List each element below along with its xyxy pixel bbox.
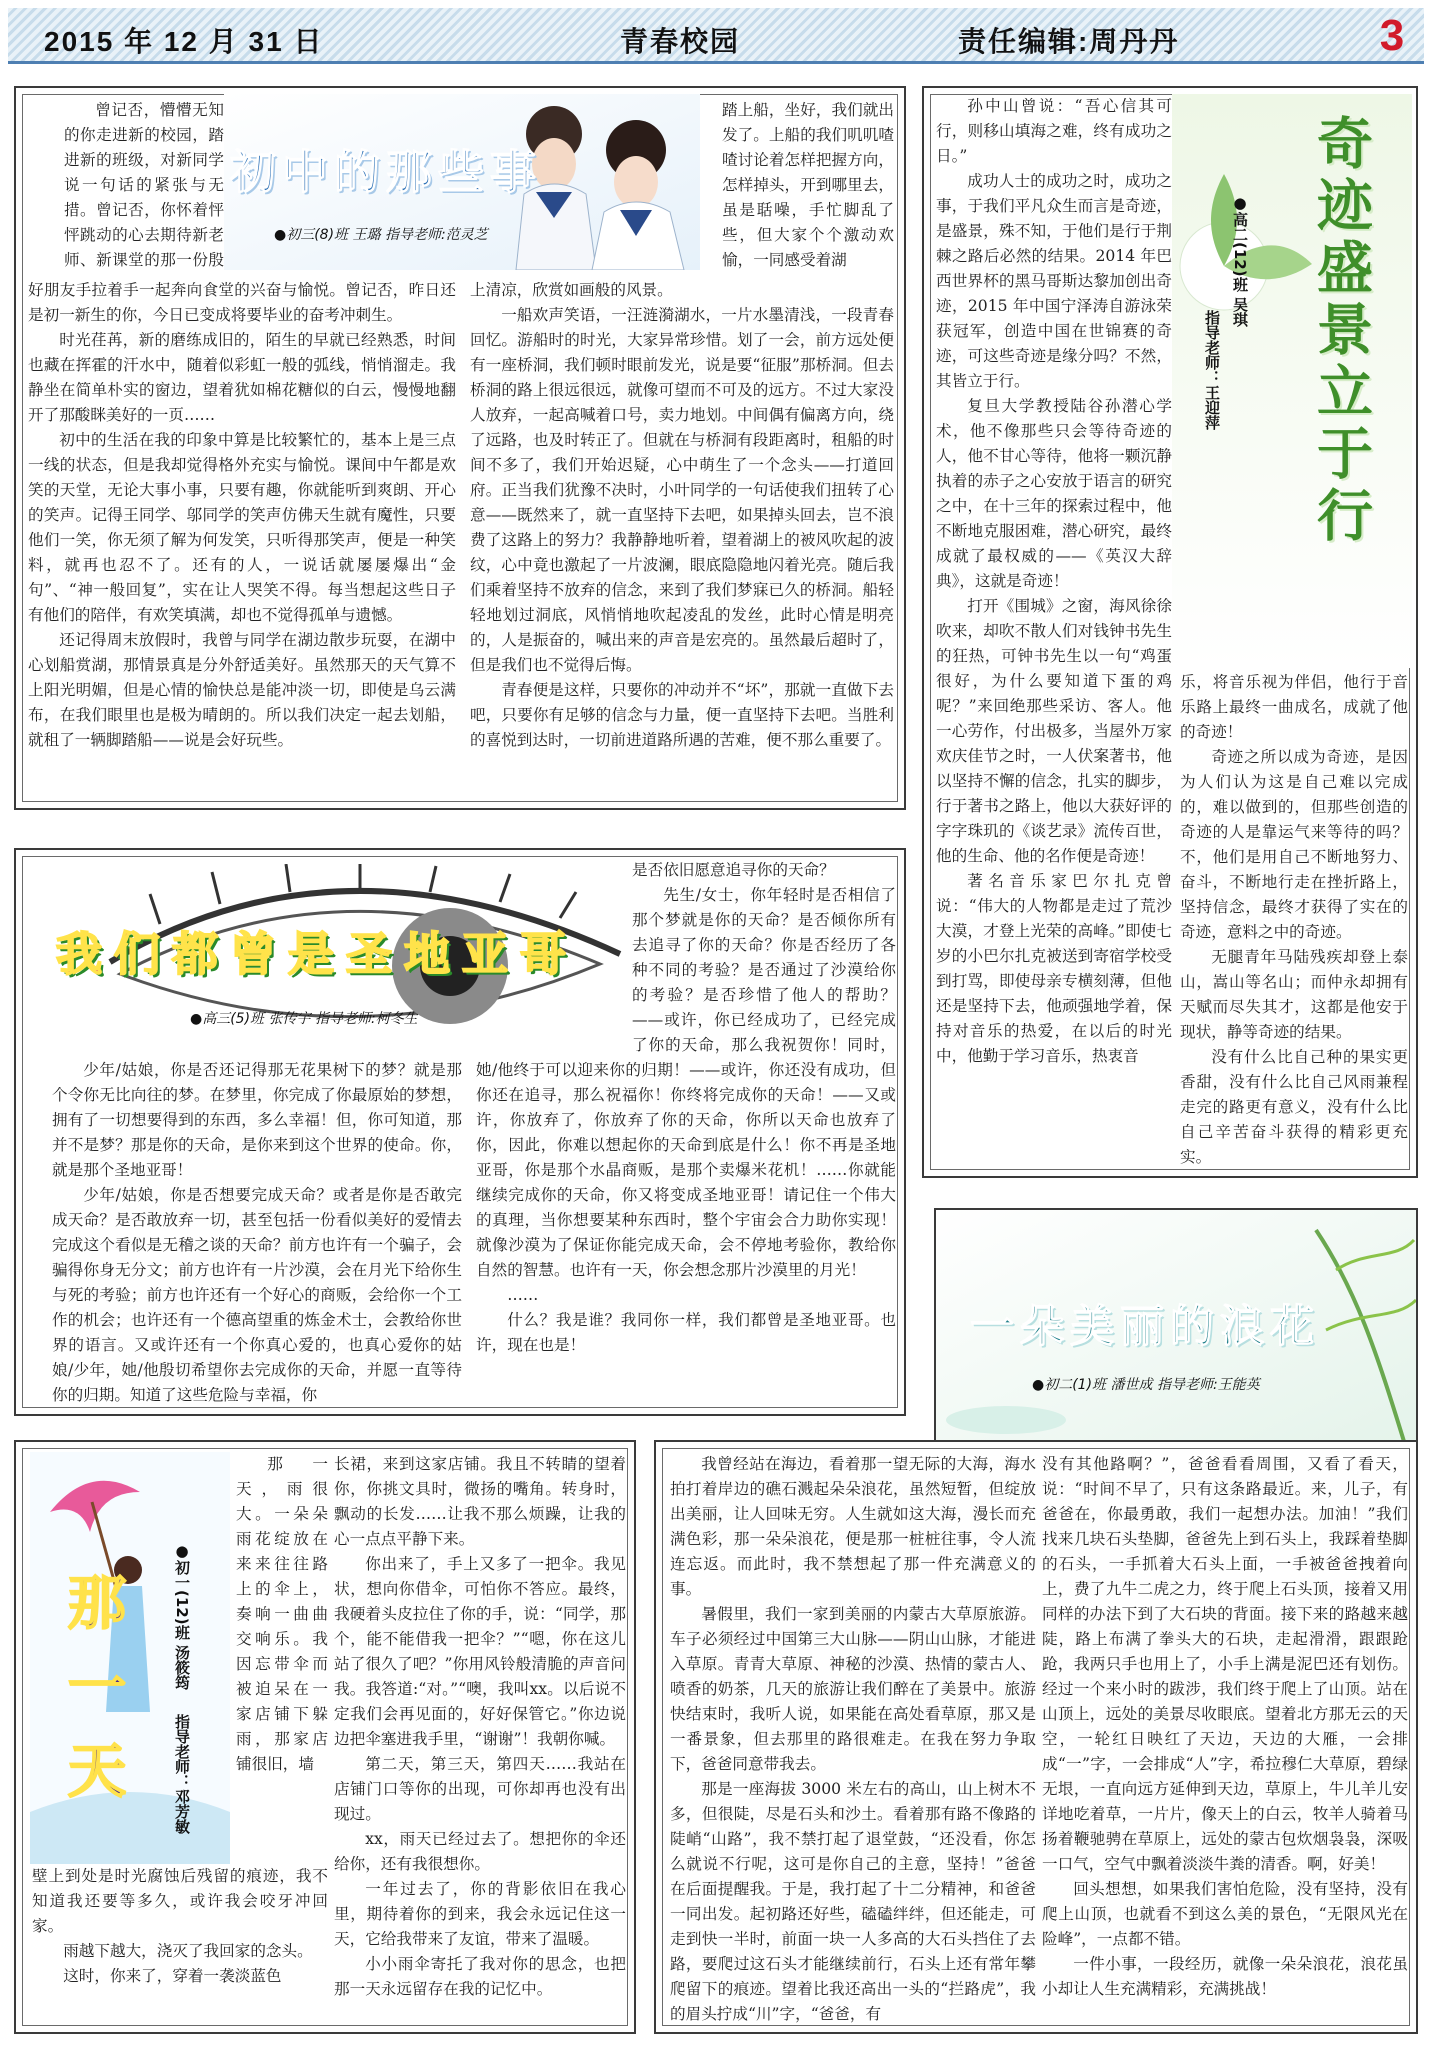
paragraph: 那是一座海拔 3000 米左右的高山，山上树木不多，但很陡，尽是石头和沙土。看着那有路不像路的陡峭“山路”，我不禁打起了退堂鼓，“还没看，你怎么就说不行呢，这可是你自己的主意，坚持！”爸爸在后面提醒我。于是，我打起了十二分精神，和爸爸一同出发。起初路还好些，磕磕绊绊，但还能走，可走到快一半时，前面一块一人多高的大石头挡住了去路，要爬过这石头才能继续前行，石头上还有常年攀爬留下的痕迹。望着比我还高出一头的“拦路虎”，我的眉头拧成“川”字，“爸爸，有 — [670, 1780, 1036, 2023]
article-title: 初中的那些事 — [230, 145, 542, 199]
article-banner — [1172, 94, 1412, 668]
article-byline-class: ●高二(12)班 吴琪 — [1231, 194, 1249, 327]
page-header — [8, 8, 1424, 64]
paragraph: 复旦大学教授陆谷孙潜心学术，他不像那些只会等待奇迹的人，他不甘心等待，他将一颗沉静执着的赤子之心安放于语言的研究之中，在十三年的探索过程中，他不断地克服困难，潜心研究，最终成就了最权威的——《英汉大辞典》，这就是奇迹！ — [936, 397, 1172, 590]
paragraph: 打开《围城》之窗，海风徐徐吹来，却吹不散人们对钱钟书先生的狂热，可钟书先生以一句“鸡蛋很好，为什么要知道下蛋的鸡呢？”来回绝那些采访、客人。他一心劳作，付出极多，当屋外万家欢庆佳节之时，一人伏案著书，他以坚持不懈的信念，扎实的脚步，行于著书之路上，他以大获好评的字字珠玑的《谈艺录》流传百世，他的生命、他的名作便是奇迹！ — [936, 597, 1172, 865]
article-byline: ●初二(1)班 潘世成 指导老师:王能英 — [1032, 1377, 1260, 1393]
article-banner — [224, 94, 700, 270]
issue-date: 2015 年 12 月 31 日 — [44, 26, 324, 57]
article-byline-teacher: 指导老师：王迎萍 — [1203, 310, 1221, 430]
editor-credit: 责任编辑:周丹丹 — [958, 26, 1180, 57]
article-title: 我们都曾是圣地亚哥 — [56, 927, 578, 981]
paragraph: 初中的生活在我的印象中算是比较繁忙的，基本上是三点一线的状态，但是我却觉得格外充实与愉悦。课间中午都是欢笑的天堂，无论大事小事，只要有趣，你就能听到爽朗、开心的笑声。记得王同学、邬同学的笑声仿佛天生就有魔性，只要他们一笑，你无须了解为何发笑，只听得那笑声，便是一种笑料，就再也忍不了。还有的人，一说话就屡屡爆出“金句”、“神一般回复”，实在让人哭笑不得。每当想起这些日子有他们的陪伴，有欢笑填满，却也不觉得孤单与遗憾。 — [28, 431, 456, 624]
article-santiago — [14, 848, 906, 1416]
article-body-col1 — [52, 1058, 462, 1410]
paragraph: 什么？我是谁？我同你一样，我们都曾是圣地亚哥。也许，现在也是！ — [476, 1311, 896, 1354]
paragraph: 小小雨伞寄托了我对你的思念，也把那一天永远留存在我的记忆中。 — [334, 1955, 626, 1998]
paragraph: 回头想想，如果我们害怕危险，没有坚持，没有爬上山顶，也就看不到这么美的景色，“无限风光在险峰”，一点都不错。 — [1042, 1880, 1408, 1948]
paragraph: 还记得周末放假时，我曾与同学在湖边散步玩耍，在湖中心划船赏湖，那情景真是分外舒适美好。虽然那天的天气算不上阳光明媚，但是心情的愉快总是能冲淡一切，即使是乌云满布，在我们眼里也是极为晴朗的。所以我们决定一起去划船，就租了一辆脚踏船——说是会好玩些。 — [28, 631, 456, 749]
paragraph: 孙中山曾说：“吾心信其可行，则移山填海之难，终有成功之日。” — [936, 97, 1172, 165]
paragraph: 雨越下越大，浇灭了我回家的念头。 — [63, 1942, 313, 1960]
paragraph: 她/他终于可以迎来你的归期！——或许，你还没有成功，但你还在追寻，那么祝福你！你终将完成你的天命！——又或许，你放弃了，你放弃了你的天命，你所以天命也放弃了你，因此，你难以想起你的天命到底是什么！你不再是圣地亚哥，你是那个水晶商贩，是那个卖爆米花机！……你就能继续完成你的天命，你又将变成圣地亚哥！请记住一个伟大的真理，当你想要某种东西时，整个宇宙会合力助你实现！就像沙漠为了保证你能完成天命，会不停地考验你，教给你自然的智慧。也许有一天，你会想念那片沙漠里的月光！ — [476, 1061, 896, 1279]
paragraph: 无腿青年马陆残疾却登上泰山，嵩山等名山；而仲永却拥有天赋而尽失其才，这都是他安于现状，静等奇迹的结果。 — [1180, 948, 1408, 1041]
article-body-col1 — [32, 1864, 328, 2028]
paragraph: 曾记否，懵懵无知的你走进新的校园，踏进新的班级，对新同学说一句话的紧张与无措。曾记否，你怀着怦怦跳动的心去期待新老师、新课堂的那一份殷 — [64, 101, 224, 269]
article-banner — [40, 864, 650, 1048]
paragraph: 第二天，第三天，第四天……我站在店铺门口等你的出现，可你却再也没有出现过。 — [334, 1755, 626, 1823]
paragraph: 你出来了，手上又多了一把伞。我见状，想向你借伞，可怕你不答应。最终，我硬着头皮拉住了你的手，说：“同学，那个，能不能借我一把伞？”“嗯，你在这儿站了很久了吧？”你用风铃般清脆的声音问我。我答道:“对。”“噢，我叫xx。以后说不定我们会再见面的，好好保管它。”你边说边把伞塞进我手里，“谢谢”！我朝你喊。 — [334, 1555, 626, 1748]
article-miracle — [922, 86, 1418, 1178]
article-body-col1 — [936, 94, 1172, 1172]
article-body-col2 — [1042, 1452, 1408, 2028]
article-byline-teacher: 指导老师：邓芳敏 — [173, 1714, 191, 1834]
paragraph: 一船欢声笑语，一汪涟漪湖水，一片水墨清浅，一段青春回忆。游船时的时光，大家异常珍惜。划了一会，前方远处便有一座桥洞，我们顿时眼前发光，说是要“征服”那桥洞。但去桥洞的路上很远很远，就像可望而不可及的远方。不过大家没人放弃，一起高喊着口号，卖力地划。中间偶有偏离方向，绕了远路，也及时转正了。但就在与桥洞有段距离时，租船的时间不多了，我们开始迟疑，心中萌生了一个念头——打道回府。正当我们犹豫不决时，小叶同学的一句话使我们扭转了心意——既然来了，就一直坚持下去吧，如果掉头回去，岂不浪费了这路上的努力？我静静地听着，望着湖上的被风吹起的波纹，心中竟也激起了一片波澜，眼底隐隐地闪着光亮。随后我们乘着坚持不放弃的信念，来到了我们梦寐已久的桥洞。船轻轻地划过洞底，风悄悄地吹起凌乱的发丝，此时心情是明亮的，人是振奋的，喊出来的声音是宏亮的。虽然最后超时了，但是我们也不觉得后悔。 — [470, 306, 894, 674]
article-wave — [654, 1440, 1418, 2034]
paragraph: 好朋友手拉着手一起奔向食堂的兴奋与愉悦。曾记否，昨日还是初一新生的你，今日已变成将要毕业的奋考冲刺生。 — [28, 281, 456, 324]
paragraph: 长裙，来到这家店铺。我且不转睛的望着你，你挑文具时，微扬的嘴角。转身时，飘动的长发……让我不那么烦躁，让我的心一点点平静下来。 — [334, 1455, 626, 1548]
article-that-day — [14, 1440, 636, 2034]
paragraph: 没有什么比自己种的果实更香甜，没有什么比自己风雨兼程走完的路更有意义，没有什么比自己辛苦奋斗获得的精彩更充实。 — [1180, 1048, 1408, 1166]
article-byline: ●初三(8)班 王璐 指导老师:范灵芝 — [274, 227, 488, 243]
paragraph: 时光荏苒，新的磨练成旧的，陌生的早就已经熟悉，时间也藏在挥霍的汗水中，随着似彩虹一般的弧线，悄悄溜走。我静坐在简单朴实的窗边，望着犹如棉花糖似的白云，慢慢地翻开了那酸眯美好的一页…… — [28, 331, 456, 424]
article-title: 奇迹盛景立于行 — [1308, 114, 1373, 548]
paragraph: 没有其他路啊？”，爸爸看看周围，又看了看天，说：“时间不早了，只有这条路最近。来，儿子，有爸爸在，你最勇敢，我们一起想办法。加油！”我们找来几块石头垫脚，爸爸先上到石头上，我踩着垫脚的石头，一手抓着大石头上面，一手被爸爸拽着向上，费了九牛二虎之力，终于爬上石头顶，接着又用同样的办法下到了大石块的背面。接下来的路越来越陡，路上布满了拳头大的石块，走起滑滑，跟跟跄跄，我两只手也用上了，小手上满是泥巴还有划伤。经过一个来小时的跋涉，我们终于爬上了山顶。站在山顶上，远处的美景尽收眼底。望着北方那无云的天空，一轮红日映红了天边，天边的大雁，一会排成“一”字，一会排成“人”字，希拉穆仁大草原，碧绿无垠，一直向远方延伸到天边，草原上，牛儿羊儿安详地吃着草，一片片，像天上的白云，牧羊人骑着马扬着鞭驰骋在草原上，远处的蒙古包炊烟袅袅，深吸一口气，空气中飘着淡淡牛粪的清香。啊，好美！ — [1042, 1455, 1408, 1873]
article-body-col1-top — [64, 98, 224, 276]
article-body-col1 — [670, 1452, 1036, 2028]
article-junior-high — [14, 86, 906, 810]
paragraph: 奇迹之所以成为奇迹，是因为人们认为这是自己难以完成的，难以做到的，但那些创造的奇迹的人是靠运气来等待的吗？不，他们是用自己不断地努力、奋斗，不断地行走在挫折路上，坚持信念，最终才获得了实在的奇迹，意料之中的奇迹。 — [1180, 748, 1408, 941]
paragraph: xx，雨天已经过去了。想把你的伞还给你，还有我很想你。 — [334, 1830, 626, 1873]
paragraph: 这时，你来了，穿着一袭淡蓝色 — [63, 1967, 282, 1985]
paragraph: 少年/姑娘，你是否想要完成天命？或者是你是否敢完成天命？是否敢放弃一切，甚至包括一份看似美好的爱情去完成这个看似是无稽之谈的天命？前方也许有一个骗子，会骗得你身无分文；前方也许有一片沙漠，会在月光下给你生与死的考验；前方也许还有一个好心的商贩，会给你一个工作的机会；也许还有一个德高望重的炼金术士，会教给你世界的语言。又或许还有一个你真心爱的，也真心爱你的姑娘/少年，她/他殷切希望你去完成你的天命，并愿一直等待你的归期。知道了这些危险与幸福，你 — [52, 1186, 462, 1404]
paragraph: 暑假里，我们一家到美丽的内蒙古大草原旅游。车子必须经过中国第三大山脉——阴山山脉，才能进入草原。青青大草原、神秘的沙漠、热情的蒙古人、喷香的奶茶，几天的旅游让我们醉在了美景中。旅游快结束时，我听人说，如果能在高处看草原，那又是一番景象，但去那里的路很难走。在我在努力争取下，爸爸同意带我去。 — [670, 1605, 1036, 1773]
paragraph: 青春便是这样，只要你的冲动并不“坏”，那就一直做下去吧，只要你有足够的信念与力量，便一直坚持下去吧。当胜利的喜悦到达时，一切前进道路所遇的苦难，便不那么重要了。 — [470, 681, 894, 749]
article-body-col1-top — [236, 1452, 328, 1864]
article-byline: ●高三(5)班 张传宇 指导老师:柯冬生 — [190, 1011, 418, 1027]
article-title: 一朵美丽的浪花 — [970, 1301, 1320, 1352]
article-body-col2 — [1180, 670, 1408, 1170]
paragraph: 少年/姑娘，你是否还记得那无花果树下的梦？就是那个令你无比向往的梦。在梦里，你完成了你最原始的梦想，拥有了一切想要得到的东西，多么幸福！但，你可知道，那并不是梦？那是你的天命，是你来到这个世界的使命。你，就是那个圣地亚哥！ — [52, 1061, 462, 1179]
article-byline-class: ●初一(12)班 汤筱筠 — [173, 1542, 191, 1690]
paragraph: 成功人士的成功之时，成功之事，于我们平凡众生而言是奇迹，是盛景，殊不知，于他们是行于荆棘之路后必然的结果。2014 年巴西世界杯的黑马哥斯达黎加创出奇迹，2015 年中国宁泽涛自游泳荣获冠军，创造中国在世锦赛的奇迹，可这些奇迹是缘分吗？不然，其皆立于行。 — [936, 172, 1172, 390]
paragraph: 是否依旧愿意追寻你的天命？ — [632, 861, 835, 879]
paragraph: …… — [507, 1286, 539, 1304]
paragraph: 一件小事，一段经历，就像一朵朵浪花，浪花虽小却让人生充满精彩，充满挑战！ — [1042, 1955, 1408, 1998]
article-body-col1 — [28, 278, 456, 798]
paragraph: 著名音乐家巴尔扎克曾说：“伟大的人物都是走过了荒沙大漠，才登上光荣的高峰。”即使七岁的小巴尔扎克被送到寄宿学校受到打骂，即使母亲专横刻薄，但他还是坚持下去，他顽强地学着，保持对音乐的热爱，在以后的时光中，他勤于学习音乐，热衷音 — [936, 872, 1172, 1065]
article-body-col2-top — [632, 858, 896, 1058]
paragraph: 先生/女士，你年轻时是否相信了那个梦就是你的天命？是否倾你所有去追寻了你的天命？你是否经历了各种不同的考验？是否通过了沙漠给你的考验？是否珍惜了他人的帮助？——或许，你已经成功了，已经完成了你的天命，那么我祝贺你！同时， — [632, 886, 896, 1054]
paragraph: 上清凉，欣赏如画般的风景。 — [470, 281, 673, 299]
article-body-col2 — [476, 1058, 896, 1410]
paragraph: 我曾经站在海边，看着那一望无际的大海，海水拍打着岸边的礁石溅起朵朵浪花，虽然短暂，但绽放出美丽，让人回味无穷。人生就如这大海，漫长而充满色彩，那一朵朵浪花，便是那一桩桩往事，令人流连忘返。而此时，我不禁想起了那一件充满意义的事。 — [670, 1455, 1036, 1598]
paragraph: 乐，将音乐视为伴侣，他行于音乐路上最终一曲成名，成就了他的奇迹！ — [1180, 673, 1408, 741]
page-number: 3 — [1379, 11, 1405, 60]
paragraph: 一年过去了，你的背影依旧在我心里，期待着你的到来，我会永远记住这一天，它给我带来了友谊，带来了温暖。 — [334, 1880, 626, 1948]
article-body-col2-top — [722, 98, 894, 276]
article-title: 那一天 — [58, 1572, 126, 1824]
article-banner — [30, 1452, 230, 1864]
paragraph: 踏上船，坐好，我们就出发了。上船的我们叽叽喳喳讨论着怎样把握方向，怎样掉头，开到哪里去，虽是聒噪，手忙脚乱了些，但大家个个激动欢愉，一同感受着湖 — [722, 101, 894, 269]
paragraph: 那一天，雨很大。一朵朵雨花绽放在来来往往路上的伞上，奏响一曲曲交响乐。我因忘带伞而被迫呆在一家店铺下躲雨，那家店铺很旧，墙 — [236, 1455, 328, 1773]
paragraph: 壁上到处是时光腐蚀后残留的痕迹，我不知道我还要等多久，或许我会咬牙冲回家。 — [32, 1867, 328, 1935]
article-body-col2 — [334, 1452, 626, 2028]
section-title: 青春校园 — [620, 26, 741, 57]
article-body-col2 — [470, 278, 894, 798]
article-wave-banner — [934, 1208, 1418, 1446]
